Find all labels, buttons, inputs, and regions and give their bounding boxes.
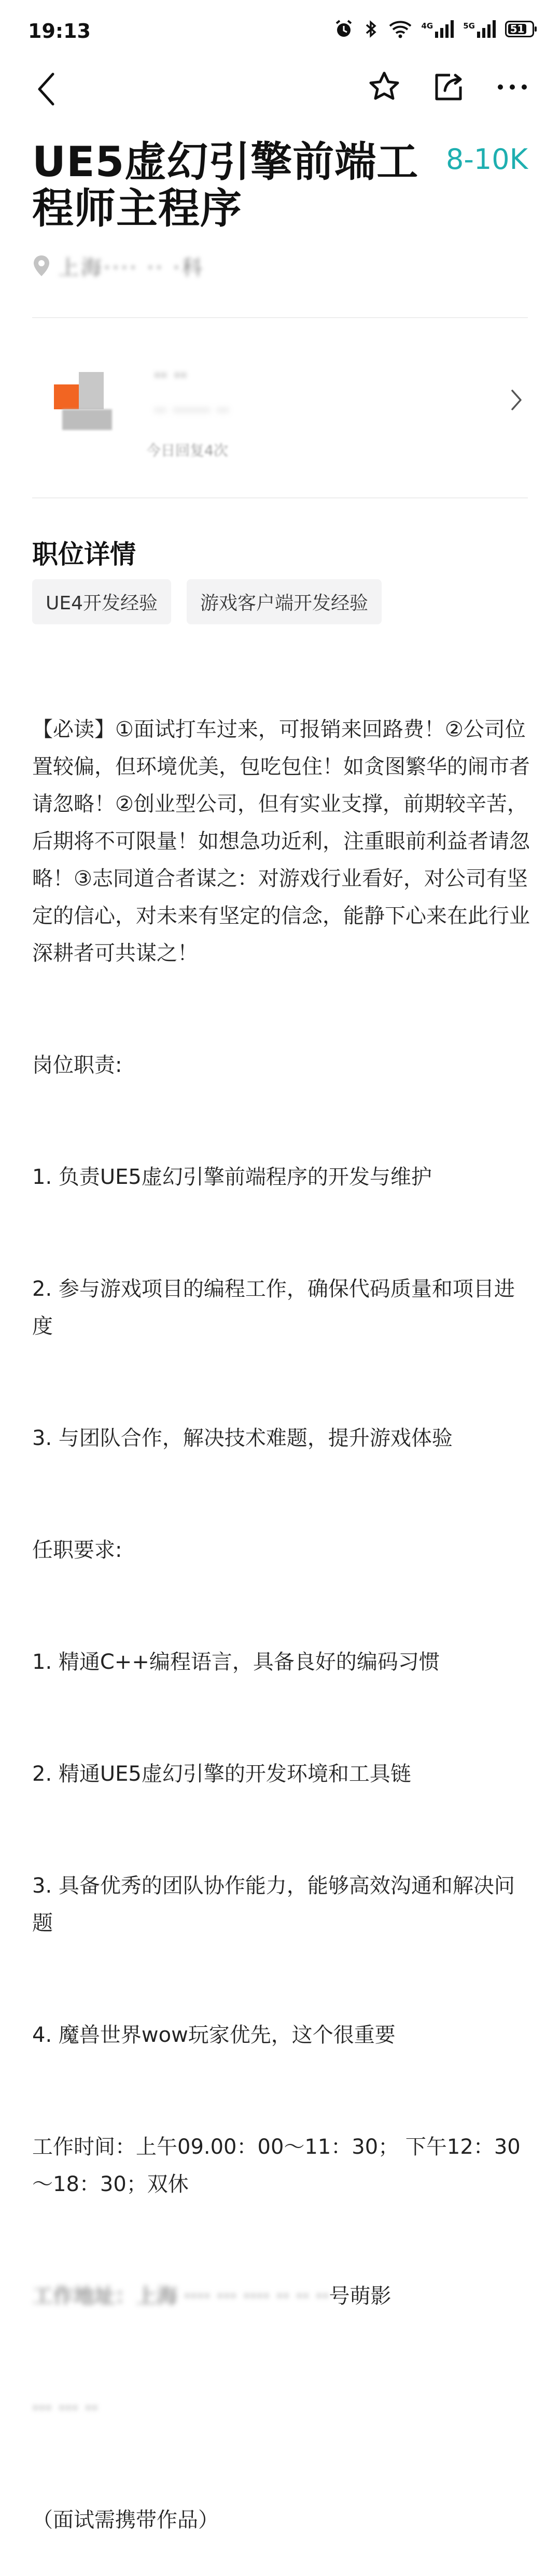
description-line: 1. 负责UE5虚幻引擎前端程序的开发与维护 (32, 1165, 432, 1189)
description-line: 3. 具备优秀的团队协作能力，能够高效沟通和解决问题 (32, 1874, 515, 1935)
recruiter-reply-count: 今日回复4次 (146, 442, 228, 459)
bluetooth-icon (363, 19, 379, 39)
favorite-star-icon[interactable] (367, 70, 401, 104)
back-arrow-icon[interactable] (36, 71, 57, 107)
job-title: UE5虚幻引擎前端工程师主程序 (32, 138, 419, 233)
address-line-2: ··· ··· ·· (32, 2396, 99, 2420)
work-address (32, 2278, 530, 2315)
battery-icon (505, 21, 534, 37)
description-line: 岗位职责: (32, 1053, 122, 1077)
status-time: 19:13 (28, 20, 91, 42)
job-location[interactable] (32, 253, 488, 279)
divider (32, 497, 528, 498)
recruiter-name: ·· ·· (154, 364, 187, 388)
share-icon[interactable] (431, 70, 466, 104)
status-icons (333, 19, 535, 39)
chevron-right-icon (510, 389, 523, 411)
alarm-icon (333, 19, 354, 39)
recruiter-card[interactable] (32, 337, 528, 471)
battery-level: 51 (508, 24, 526, 34)
skill-tag: 游戏客户端开发经验 (187, 579, 382, 624)
recruiter-avatar (54, 372, 116, 434)
top-nav (0, 60, 560, 117)
description-line: 2. 参与游戏项目的编程工作，确保代码质量和项目进度 (32, 1277, 515, 1338)
address-label: 工作地址： (32, 2284, 136, 2308)
skill-tags (32, 579, 382, 624)
description-line: 1. 精通C++编程语言，具备良好的编码习惯 (32, 1650, 440, 1674)
wifi-icon (388, 20, 412, 38)
status-bar (0, 0, 560, 57)
salary: 8-10K (446, 143, 528, 176)
description-line: 【必读】①面试打车过来，可报销来回路费！②公司位置较偏，但环境优美，包吃包住！如贪图繁华的闹市者请忽略！②创业型公司，但有实业支撑，前期较辛苦，后期将不可限量！如想急功近利，注重眼前利益者请忽略！③志同道合者谋之：对游戏行业看好，对公司有坚定的信心，对未来有坚定的信念，能静下心来在此行业深耕者可共谋之！ (32, 718, 530, 965)
location-text: 上海···· ·· ·科 (58, 255, 205, 280)
more-options-icon[interactable] (495, 70, 529, 104)
recruiter-company: ·· ······ ·· (154, 399, 229, 422)
address-blurred: 上海 ···· ··· ···· ·· ·· ·· (136, 2284, 329, 2308)
interview-note: （面试需携带作品） (32, 2508, 219, 2532)
location-pin-icon (32, 254, 51, 277)
job-description (32, 636, 530, 2576)
description-line: 工作时间：上午09.00：00～11：30； 下午12：30～18：30；双休 (32, 2135, 521, 2196)
divider (32, 317, 528, 318)
description-line: 4. 魔兽世界wow玩家优先，这个很重要 (32, 2023, 396, 2047)
address-end: 号萌影 (329, 2284, 391, 2308)
skill-tag: UE4开发经验 (32, 579, 171, 624)
description-line: 任职要求: (32, 1538, 122, 1562)
signal-4g-icon: 4G (422, 20, 454, 38)
signal-5g-icon: 5G (463, 20, 496, 38)
section-title-job-details: 职位详情 (32, 539, 136, 569)
description-line: 2. 精通UE5虚幻引擎的开发环境和工具链 (32, 1762, 411, 1786)
description-line: 3. 与团队合作，解决技术难题，提升游戏体验 (32, 1426, 453, 1450)
